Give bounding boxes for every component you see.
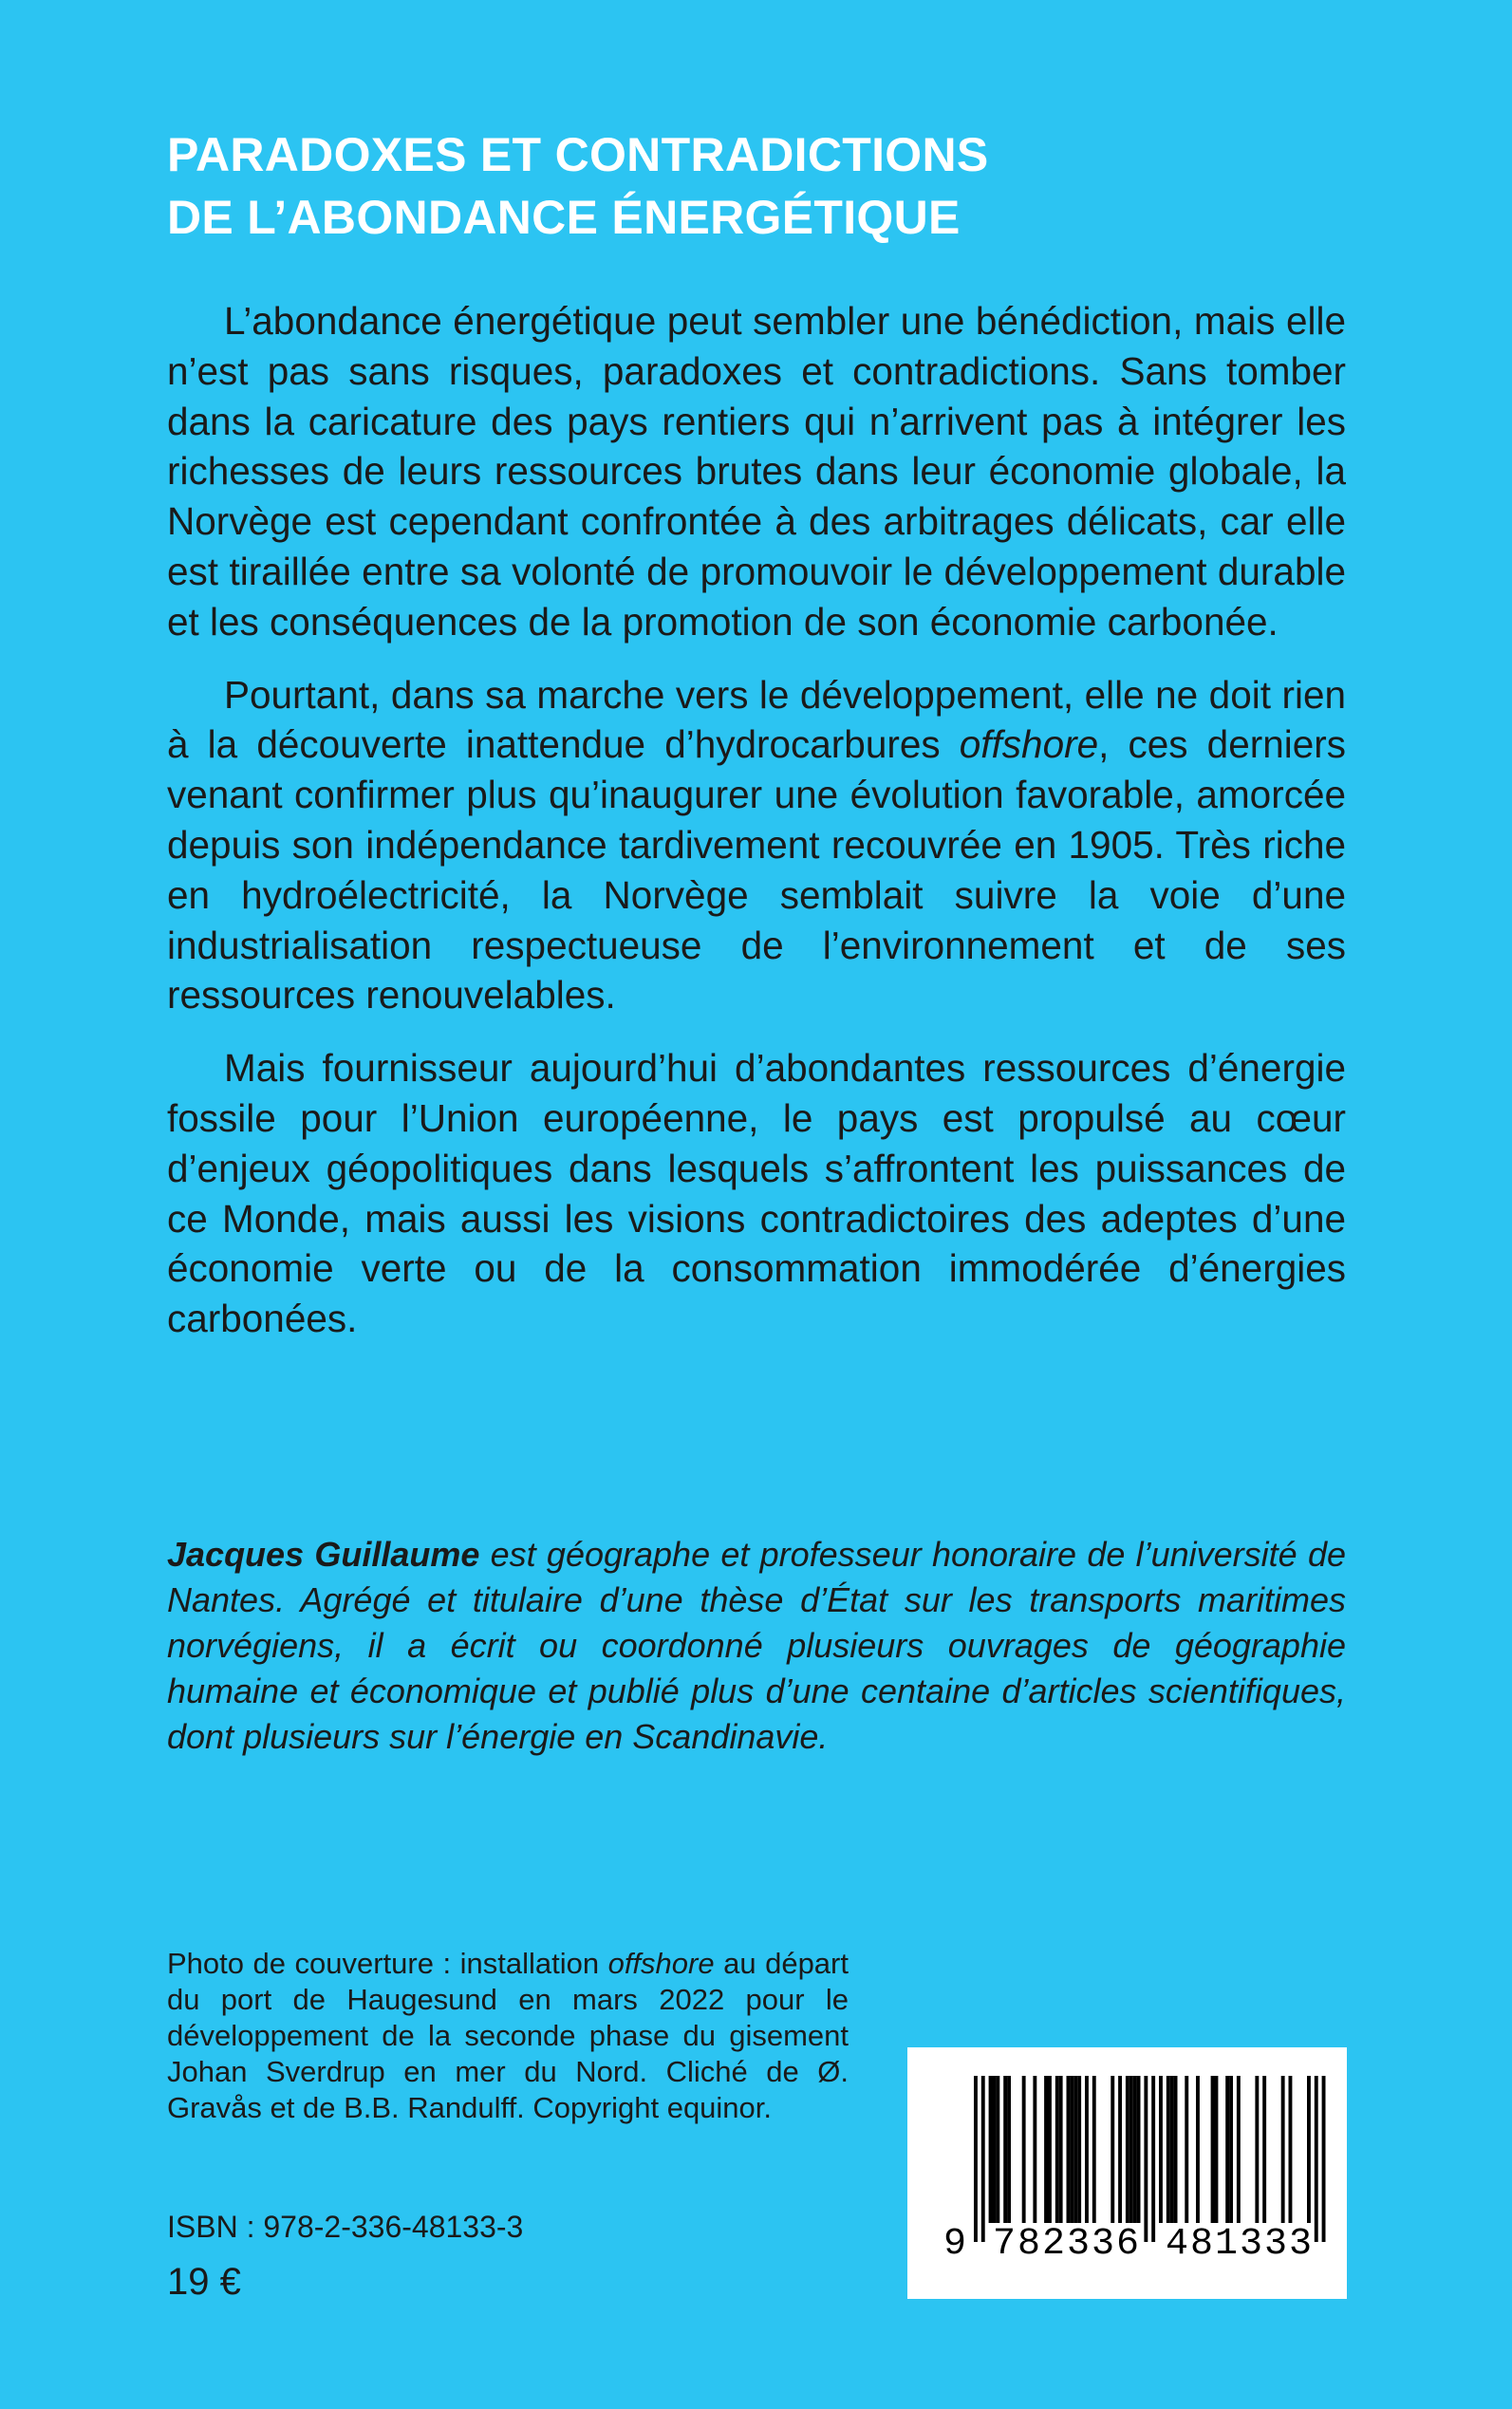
barcode-bar <box>1133 2076 1137 2223</box>
barcode-bar <box>1067 2076 1071 2223</box>
title-line-1: PARADOXES ET CONTRADICTIONS <box>167 128 989 181</box>
isbn: ISBN : 978-2-336-48133-3 <box>167 2210 524 2244</box>
barcode-bar <box>1077 2076 1081 2223</box>
barcode-bar <box>989 2076 993 2223</box>
blurb-paragraph-2-end: , ces derniers venant confirmer plus qu’inaugurer une évolution favorable, amorcée depuis son indépendance tardivement recouvrée en 1905. Très riche en hydroélectricité, la Norvège semblait suivre la voie d’une industrialisation respectueuse de l’environnement et de ses ressources renouvelables. <box>167 722 1347 1018</box>
blurb-paragraph-2-start: Pourtant, dans sa marche vers le développement, elle ne doit rien à la découverte inattendue d’hydrocarbures <box>167 672 1346 767</box>
barcode-bar <box>1262 2076 1266 2223</box>
barcode-bar <box>996 2076 999 2223</box>
barcode-bar <box>1225 2076 1229 2223</box>
barcode-bar <box>993 2076 997 2223</box>
barcode <box>907 2047 1347 2299</box>
barcode-bar <box>1044 2076 1048 2223</box>
blurb-offshore-italic: offshore <box>959 722 1099 767</box>
barcode-bar <box>1185 2076 1188 2223</box>
barcode-bar <box>1085 2076 1089 2223</box>
blurb-paragraph-2 <box>167 670 1346 1021</box>
barcode-bar <box>1048 2076 1052 2223</box>
barcode-bar <box>1073 2076 1077 2223</box>
barcode-bar <box>1022 2076 1026 2223</box>
barcode-bar <box>1144 2076 1148 2242</box>
barcode-bar <box>1307 2076 1311 2223</box>
barcode-bar <box>1007 2076 1011 2223</box>
barcode-bar <box>1281 2076 1285 2223</box>
barcode-bar <box>1211 2076 1215 2223</box>
author-bio-text: est géographe et professeur honoraire de l’université de Nantes. Agrégé et titulaire d’une thèse d’État sur les transports maritimes norvégiens, il a écrit ou coordonné plusieurs ouvrages de géographie humaine et économique et publié plus d’une centaine d’articles scientifiques, dont plusieurs sur l’énergie en Scandinavie. <box>167 1535 1346 1756</box>
blurb-paragraph-1: L’abondance énergétique peut sembler une bénédiction, mais elle n’est pas sans risques, paradoxes et contradictions. Sans tomber dans la caricature des pays rentiers qui n’arrivent pas à intégrer les richesses de leurs ressources brutes dans leur économie globale, la Norvège est cependant confrontée à des arbitrages délicats, car elle est tiraillée entre sa volonté de promouvoir le développement durable et les conséquences de la promotion de son économie carbonée. <box>167 299 1346 644</box>
barcode-bar <box>1092 2076 1096 2223</box>
barcode-bar <box>1059 2076 1063 2223</box>
barcode-bar <box>1170 2076 1174 2223</box>
barcode-bar <box>1137 2076 1141 2223</box>
title-line-2: DE L’ABONDANCE ÉNERGÉTIQUE <box>167 191 961 244</box>
barcode-bar <box>1033 2076 1036 2223</box>
barcode-bar <box>1129 2076 1133 2223</box>
barcode-bar <box>1167 2076 1170 2223</box>
barcode-bar <box>1315 2076 1318 2242</box>
barcode-bar <box>1003 2076 1007 2223</box>
book-title <box>167 123 1353 249</box>
barcode-bar <box>1237 2076 1241 2223</box>
barcode-bar <box>981 2076 985 2242</box>
blurb <box>167 296 1346 1367</box>
credits-offshore-italic: offshore <box>607 1947 715 1980</box>
author-name: Jacques Guillaume <box>167 1535 480 1574</box>
credits-start: Photo de couverture : installation <box>167 1947 608 1980</box>
barcode-bar <box>1159 2076 1163 2223</box>
barcode-bar <box>1118 2076 1122 2223</box>
barcode-bar <box>1322 2076 1326 2242</box>
author-bio <box>167 1532 1346 1760</box>
credits-end: au départ du port de Haugesund en mars 2022 pour le développement de la seconde phase du gisement Johan Sverdrup en mer du Nord. Cliché de Ø. Gravås et de B.B. Randulff. Copyright equinor. <box>167 1947 849 2124</box>
barcode-bar <box>1289 2076 1293 2223</box>
barcode-bar <box>1255 2076 1259 2223</box>
blurb-paragraph-3: Mais fournisseur aujourd’hui d’abondantes ressources d’énergie fossile pour l’Union européenne, le pays est propulsé au cœur d’enjeux géopolitiques dans lesquels s’affrontent les puissances de ce Monde, mais aussi les visions contradictoires des adeptes d’une économie verte ou de la consommation immodérée d’énergies carbonées. <box>167 1046 1346 1341</box>
barcode-bar <box>1070 2076 1073 2223</box>
barcode-bar <box>1174 2076 1178 2223</box>
photo-credits <box>167 1946 849 2126</box>
barcode-bar <box>1215 2076 1219 2223</box>
barcode-bar <box>1151 2076 1155 2242</box>
price: 19 € <box>167 2261 241 2303</box>
barcode-digits: 9 782336 481333 <box>943 2223 1315 2266</box>
barcode-bar <box>1196 2076 1200 2223</box>
barcode-bar <box>1111 2076 1114 2223</box>
barcode-bar <box>1055 2076 1059 2223</box>
barcode-bar <box>1126 2076 1129 2223</box>
barcode-bar <box>974 2076 978 2242</box>
barcode-bar <box>1229 2076 1233 2223</box>
